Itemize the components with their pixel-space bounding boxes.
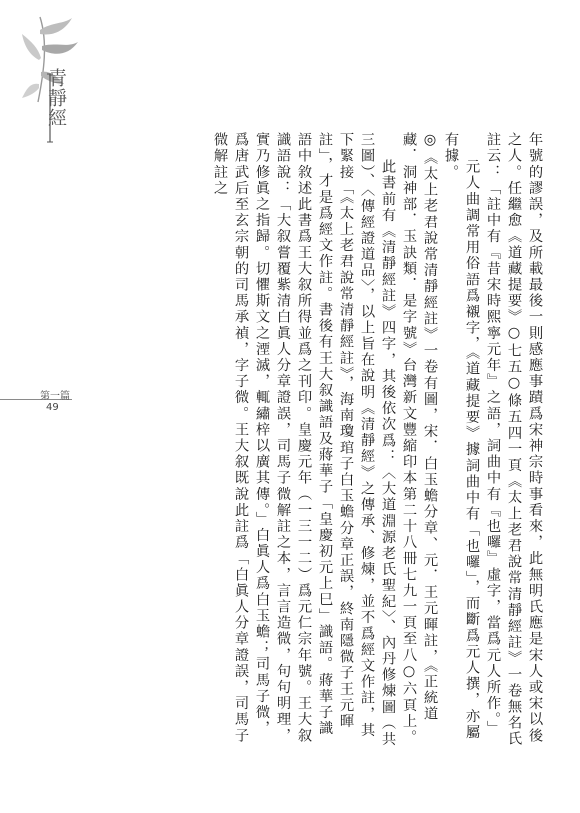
paragraph-3: ◎《太上老君說常清靜經註》一卷有圖，宋．白玉蟾分章、元．王元暉註，《正統道藏．洞神部．玉訣類．是字號》台灣新文豐縮印本第二十八冊七九一頁至八○六頁上。 — [401, 132, 438, 746]
chapter-label: 第一篇 — [40, 391, 70, 402]
paragraph-4: 此書前有《清靜經註》四字，其後依次爲：〈大道淵源老氏聖紀〉、內丹修煉圖（共三圖）、〈傳經證道品〉，以上旨在說明《清靜經》之傳承、修煉，並不爲經文作註，其下緊接「《太上老君說常清靜經註》，海南瓊琯子白玉蟾分章正誤，終南隱微子王元暉註」，才是爲經文作註。書後有王大叙識語及蔣華子「皇慶初元上巳」識語。蔣華子識語中敘述此書爲王大叙所得並爲之刊印。皇慶元年（一三一二）爲元仁宗年號。王大叙識語說：「大叙嘗覆紫清白眞人分章證誤，司馬子微解註之本，言言造微，句句明理，實乃修眞之指歸。切懼斯文之湮滅，輒繡梓以廣其傳。」白眞人爲白玉蟾；司馬子微，爲唐武后至玄宗朝的司馬承禎，字子微。王大叙既說此註爲「白眞人分章證誤，司馬子微解註之 — [212, 132, 396, 748]
page-number: 49 — [46, 402, 59, 413]
paragraph-2: 元人曲調常用俗語爲襯字，《道藏提要》據詞曲中有「也囉」，而斷爲元人撰，亦屬有據。 — [443, 132, 480, 741]
body-text — [95, 132, 545, 752]
paragraph-1: 年號的謬誤，及所載最後一則感應事蹟爲宋神宗時事看來，此無明氏應是宋人或宋以後之人。任繼愈《道藏提要》○七五○條五四一頁《太上老君說常清靜經註》一卷無名氏註云：「註中有『昔宋時熙寧元年』之語，詞曲中有『也囉』虛字，當爲元人所作。」 — [485, 132, 543, 748]
logo-title: 青靜經 — [45, 68, 67, 128]
